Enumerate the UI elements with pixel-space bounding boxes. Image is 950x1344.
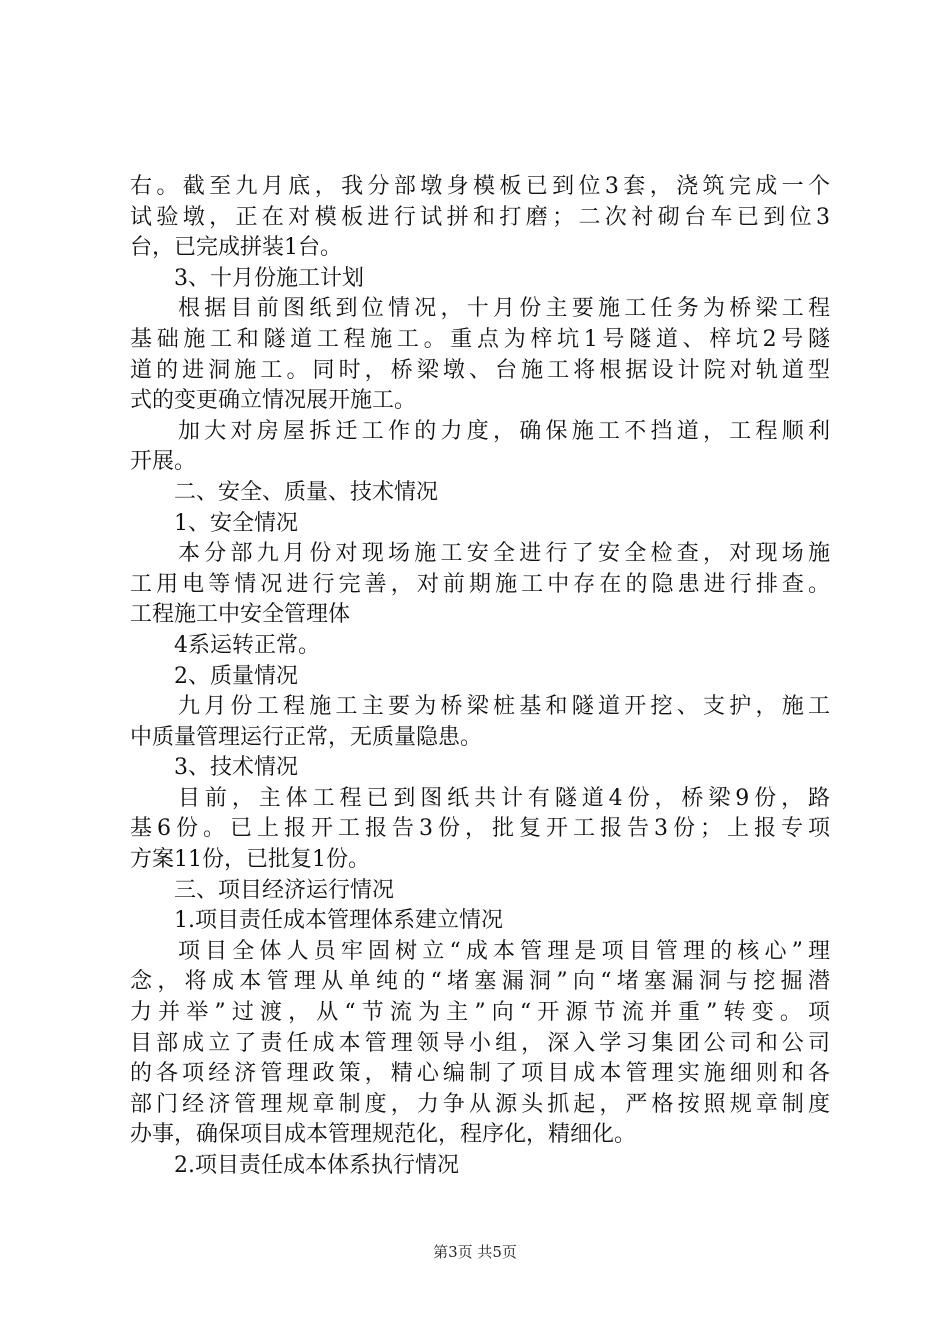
text-line: 式的变更确立情况展开施工。 bbox=[130, 388, 417, 414]
text-line: 工用电等情况进行完善，对前期施工中存在的隐患进行排查。 bbox=[130, 571, 830, 597]
text-line: 办事，确保项目成本管理规范化，程序化，精细化。 bbox=[130, 1122, 637, 1148]
text-line: 目部成立了责任成本管理领导小组，深入学习集团公司和公司 bbox=[130, 1030, 830, 1056]
page-footer: 第3页 共5页 bbox=[433, 1243, 517, 1261]
text-line: 2.项目责任成本体系执行情况 bbox=[174, 1153, 459, 1178]
text-line: 基6份。已上报开工报告3份，批复开工报告3份；上报专项 bbox=[130, 816, 830, 842]
text-line: 工程施工中安全管理体 bbox=[130, 602, 351, 628]
text-line: 台，已完成拼装1台。 bbox=[130, 235, 342, 261]
text-line: 本分部九月份对现场施工安全进行了安全检查，对现场施 bbox=[178, 541, 830, 567]
text-line: 三、项目经济运行情况 bbox=[174, 877, 395, 903]
text-line: 项目全体人员牢固树立“成本管理是项目管理的核心”理 bbox=[178, 938, 830, 964]
text-line: 力并举”过渡，从“节流为主”向“开源节流并重”转变。项 bbox=[130, 1000, 830, 1026]
text-line: 方案11份，已批复1份。 bbox=[130, 847, 370, 873]
text-line: 念，将成本管理从单纯的“堵塞漏洞”向“堵塞漏洞与挖掘潜 bbox=[130, 969, 830, 995]
text-line: 4系运转正常。 bbox=[174, 632, 320, 658]
text-line: 基础施工和隧道工程施工。重点为梓坑1号隧道、梓坑2号隧 bbox=[130, 326, 830, 352]
text-line: 开展。 bbox=[130, 449, 197, 475]
text-line: 1、安全情况 bbox=[174, 510, 298, 536]
document-body bbox=[130, 172, 830, 1182]
text-line: 1.项目责任成本管理体系建立情况 bbox=[174, 908, 503, 934]
text-line: 3、技术情况 bbox=[174, 755, 298, 781]
text-line: 部门经济管理规章制度，力争从源头抓起，严格按照规章制度 bbox=[130, 1091, 830, 1117]
text-line: 中质量管理运行正常，无质量隐患。 bbox=[130, 724, 483, 750]
text-line: 九月份工程施工主要为桥梁桩基和隧道开挖、支护，施工 bbox=[178, 694, 830, 720]
text-line: 2、质量情况 bbox=[174, 663, 298, 689]
text-line: 目前，主体工程已到图纸共计有隧道4份，桥梁9份，路 bbox=[178, 785, 830, 811]
text-line: 加大对房屋拆迁工作的力度，确保施工不挡道，工程顺利 bbox=[178, 418, 830, 444]
text-line: 3、十月份施工计划 bbox=[174, 265, 364, 291]
text-line: 右。截至九月底，我分部墩身模板已到位3套，浇筑完成一个 bbox=[130, 174, 830, 199]
text-line: 道的进洞施工。同时，桥梁墩、台施工将根据设计院对轨道型 bbox=[130, 357, 830, 383]
text-line: 的各项经济管理政策，精心编制了项目成本管理实施细则和各 bbox=[130, 1061, 830, 1087]
text-line: 试验墩，正在对模板进行试拼和打磨；二次衬砌台车已到位3 bbox=[130, 204, 830, 230]
text-line: 根据目前图纸到位情况，十月份主要施工任务为桥梁工程 bbox=[178, 296, 830, 322]
text-line: 二、安全、质量、技术情况 bbox=[174, 479, 439, 505]
